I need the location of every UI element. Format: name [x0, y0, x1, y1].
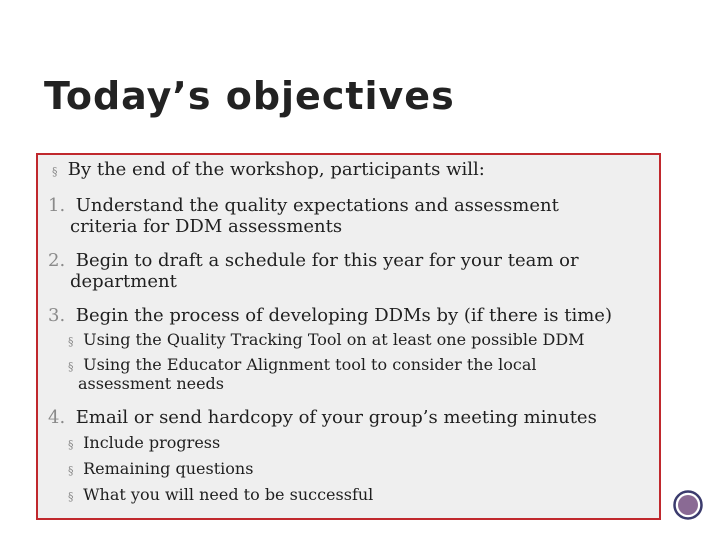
circular-emblem-icon	[673, 490, 703, 520]
sub-item	[68, 459, 253, 478]
bullet-icon: §	[68, 335, 74, 348]
sub-item	[68, 330, 585, 349]
objective-number: 4.	[48, 407, 66, 428]
objective-item	[48, 305, 612, 326]
bullet-icon: §	[68, 490, 74, 503]
sub-item-text: Using the Educator Alignment tool to consider the local	[83, 355, 537, 374]
objective-text: Begin the process of developing DDMs by (if there is time)	[75, 305, 612, 326]
sub-item	[68, 485, 373, 504]
intro-item	[52, 159, 485, 180]
sub-item-text: Remaining questions	[83, 459, 254, 478]
bullet-icon: §	[68, 464, 74, 477]
bullet-icon: §	[52, 165, 58, 178]
objective-text-continued: department	[70, 271, 177, 292]
objectives-panel	[36, 153, 661, 520]
objective-text: Begin to draft a schedule for this year for your team or	[75, 250, 579, 271]
bullet-icon: §	[68, 360, 74, 373]
objective-number: 2.	[48, 250, 66, 271]
objective-text-continued: criteria for DDM assessments	[70, 216, 343, 237]
objective-item	[48, 195, 559, 216]
objective-text: Email or send hardcopy of your group’s meeting minutes	[75, 407, 597, 428]
sub-item-text-continued: assessment needs	[78, 374, 225, 393]
objective-number: 3.	[48, 305, 66, 326]
objective-item	[48, 407, 597, 428]
sub-item	[68, 355, 537, 374]
sub-item-text: Using the Quality Tracking Tool on at least one possible DDM	[83, 330, 585, 349]
slide-title: Today’s objectives	[44, 74, 455, 118]
sub-item	[68, 433, 220, 452]
bullet-icon: §	[68, 438, 74, 451]
objective-item	[48, 250, 579, 271]
sub-item-text: What you will need to be successful	[83, 485, 374, 504]
intro-text: By the end of the workshop, participants will:	[67, 159, 485, 180]
objective-text: Understand the quality expectations and assessment	[75, 195, 559, 216]
objective-number: 1.	[48, 195, 66, 216]
sub-item-text: Include progress	[83, 433, 221, 452]
